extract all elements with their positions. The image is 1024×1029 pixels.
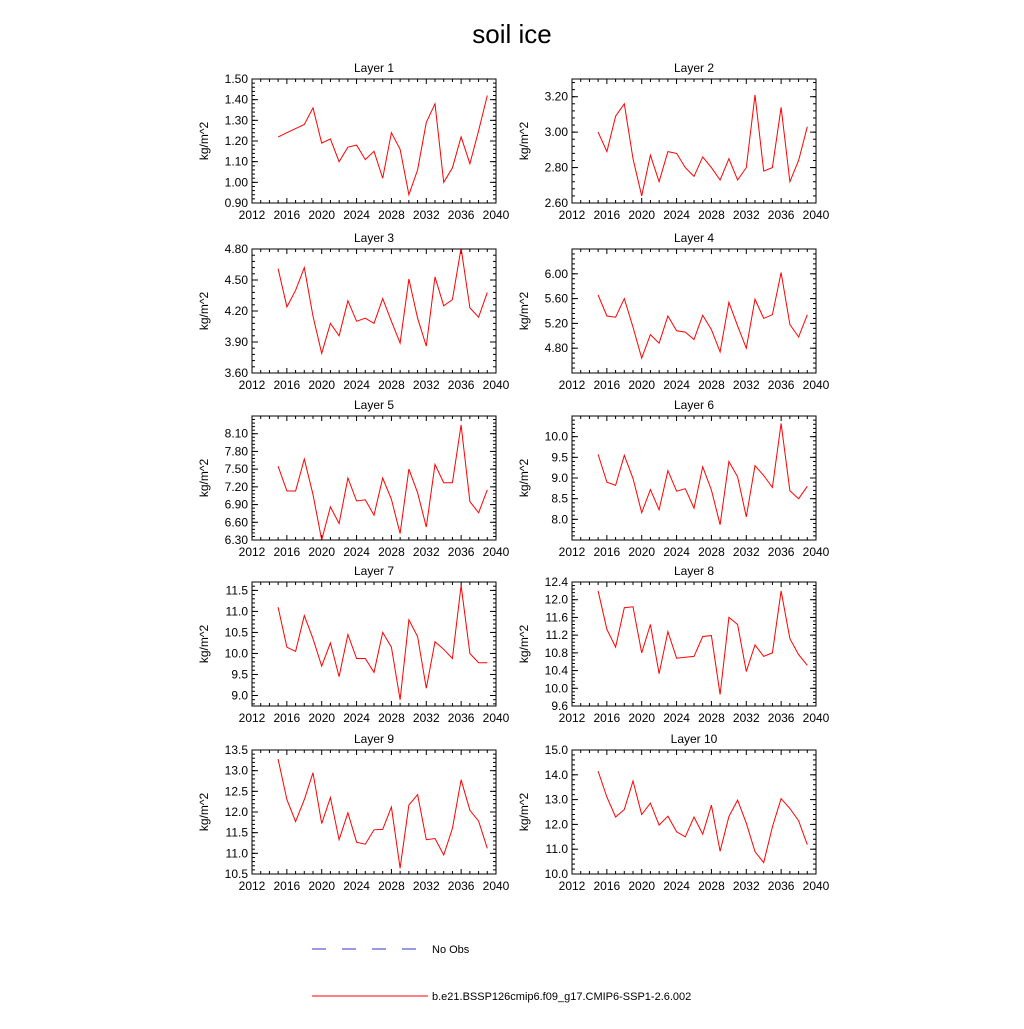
panel-1-ytick-label: 1.10: [224, 154, 248, 169]
panel-2-xtick-label: 2016: [593, 208, 621, 222]
panel-8-xtick-label: 2040: [802, 711, 830, 725]
panel-3-xtick-label: 2028: [378, 378, 405, 392]
panel-4-series-line: [598, 273, 807, 359]
panel-9-ytick-label: 12.0: [224, 805, 248, 819]
panel-2-ylabel: kg/m^2: [517, 121, 531, 161]
panel-3-series-line: [278, 248, 487, 353]
panel-2-frame: [572, 79, 816, 203]
panel-6-xtick-label: 2028: [698, 545, 725, 559]
panel-10-ytick-label: 11.0: [545, 842, 568, 857]
panel-2-ytick-label: 3.00: [544, 125, 568, 140]
panel-1-ytick-label: 1.00: [224, 175, 248, 190]
panel-1-frame: [252, 79, 496, 203]
panel-7-ytick-label: 11.0: [225, 604, 248, 619]
panel-8-xtick-label: 2012: [558, 711, 586, 725]
panel-3-ytick-label: 4.80: [224, 242, 248, 256]
panel-7-ytick-label: 10.0: [224, 646, 248, 661]
panel-1-xtick-label: 2036: [447, 208, 475, 222]
panel-4-xtick-label: 2028: [698, 378, 725, 392]
panel-9-xtick-label: 2016: [273, 879, 301, 893]
panel-6-xtick-label: 2024: [663, 545, 690, 559]
panel-3-xtick-label: 2020: [308, 378, 336, 392]
panel-9-xtick-label: 2036: [447, 879, 475, 893]
panel-6-xtick-label: 2020: [628, 545, 656, 559]
panel-5-ytick-label: 7.80: [224, 444, 248, 459]
legend-no-obs-label: No Obs: [432, 944, 470, 956]
panel-10-xtick-label: 2016: [593, 879, 621, 893]
panel-8-xtick-label: 2016: [593, 711, 621, 725]
panel-5-xtick-label: 2036: [447, 545, 475, 559]
panel-5-xtick-label: 2024: [343, 545, 370, 559]
panel-3-xtick-label: 2032: [412, 378, 440, 392]
panel-2-xtick-label: 2020: [628, 208, 656, 222]
panel-9-xtick-label: 2024: [343, 879, 370, 893]
panel-3-xtick-label: 2036: [447, 378, 475, 392]
panel-10: [517, 732, 830, 893]
panel-2-xtick-label: 2040: [802, 208, 830, 222]
panel-4-ytick-label: 5.60: [544, 291, 568, 306]
panel-5-ytick-label: 7.50: [224, 462, 248, 477]
panel-10-series-line: [598, 771, 807, 863]
panel-5: [197, 398, 510, 559]
panel-8: [517, 564, 830, 725]
panel-8-ytick-label: 10.0: [544, 681, 568, 696]
panel-4-xtick-label: 2016: [593, 378, 621, 392]
panel-5-xtick-label: 2016: [273, 545, 301, 559]
panel-6-xtick-label: 2040: [802, 545, 830, 559]
panel-5-xtick-label: 2012: [238, 545, 266, 559]
panel-9-xtick-label: 2032: [412, 879, 440, 893]
panel-8-ytick-label: 10.8: [544, 645, 568, 660]
panel-8-title: Layer 8: [673, 564, 715, 578]
panel-4-ytick-label: 4.80: [544, 341, 568, 356]
panel-2-xtick-label: 2012: [558, 208, 586, 222]
panel-4-xtick-label: 2024: [663, 378, 690, 392]
panel-10-title: Layer 10: [670, 732, 718, 746]
panel-6-title: Layer 6: [673, 398, 715, 412]
panel-5-ytick-label: 7.20: [224, 479, 248, 494]
panel-8-xtick-label: 2028: [698, 711, 725, 725]
panel-9-ylabel: kg/m^2: [197, 792, 211, 832]
panel-8-ytick-label: 11.6: [545, 610, 568, 625]
panel-1-xtick-label: 2020: [308, 208, 336, 222]
panel-8-ytick-label: 12.4: [544, 575, 568, 589]
panel-6-ytick-label: 9.0: [551, 471, 568, 485]
panel-4-xtick-label: 2036: [767, 378, 795, 392]
panel-10-frame: [572, 750, 816, 874]
panel-7-ytick-label: 11.5: [225, 583, 248, 598]
panel-9-xtick-label: 2028: [378, 879, 405, 893]
panel-7-title: Layer 7: [353, 564, 395, 578]
panel-3: [197, 231, 510, 392]
panel-7-xtick-label: 2016: [273, 711, 301, 725]
legend-series-label: b.e21.BSSP126cmip6.f09_g17.CMIP6-SSP1-2.6.002: [432, 991, 692, 1003]
panel-1-xtick-label: 2032: [412, 208, 440, 222]
panel-10-xtick-label: 2024: [663, 879, 690, 893]
panel-7-xtick-label: 2032: [412, 711, 440, 725]
panel-5-ytick-label: 6.30: [224, 533, 248, 547]
panel-1-series-line: [278, 96, 487, 195]
panel-3-xtick-label: 2012: [238, 378, 266, 392]
panel-8-series-line: [598, 591, 807, 695]
panel-4: [517, 231, 830, 392]
panel-1: [197, 61, 510, 222]
panel-9-ytick-label: 12.5: [224, 784, 248, 799]
panel-1-ytick-label: 0.90: [224, 196, 248, 210]
panel-8-ytick-label: 12.0: [544, 592, 568, 607]
legend: [312, 944, 691, 1003]
panel-3-title: Layer 3: [353, 231, 395, 245]
panel-7-xtick-label: 2028: [378, 711, 405, 725]
panel-9: [197, 732, 510, 893]
panel-9-xtick-label: 2040: [482, 879, 510, 893]
panel-1-ytick-label: 1.40: [224, 92, 248, 107]
panel-9-ytick-label: 11.5: [225, 825, 248, 840]
panel-8-ytick-label: 9.6: [551, 699, 568, 713]
panel-9-ytick-label: 10.5: [224, 867, 248, 881]
panel-3-ytick-label: 3.60: [224, 366, 248, 380]
panel-6-ylabel: kg/m^2: [517, 458, 531, 498]
panel-5-ytick-label: 6.60: [224, 515, 248, 530]
panel-4-ylabel: kg/m^2: [517, 291, 531, 331]
panel-2-xtick-label: 2028: [698, 208, 725, 222]
panel-4-xtick-label: 2032: [732, 378, 760, 392]
panel-8-xtick-label: 2032: [732, 711, 760, 725]
panel-7-xtick-label: 2020: [308, 711, 336, 725]
panel-9-ytick-label: 11.0: [225, 846, 248, 861]
panel-6-ytick-label: 8.5: [551, 491, 568, 506]
panel-3-xtick-label: 2016: [273, 378, 301, 392]
panel-2-ytick-label: 2.80: [544, 160, 568, 175]
panel-2-xtick-label: 2032: [732, 208, 760, 222]
panel-10-xtick-label: 2036: [767, 879, 795, 893]
panel-1-ytick-label: 1.30: [224, 113, 248, 128]
panel-9-frame: [252, 750, 496, 874]
panel-10-ytick-label: 10.0: [544, 867, 568, 881]
panel-7-ytick-label: 9.0: [231, 688, 248, 703]
panel-7-xtick-label: 2040: [482, 711, 510, 725]
panel-2-ytick-label: 2.60: [544, 196, 568, 210]
panel-3-ytick-label: 4.50: [224, 273, 248, 287]
panel-1-xtick-label: 2024: [343, 208, 370, 222]
panel-3-frame: [252, 249, 496, 373]
panel-6: [517, 398, 830, 559]
panel-5-ytick-label: 8.10: [224, 426, 248, 441]
panel-5-xtick-label: 2040: [482, 545, 510, 559]
panel-2-xtick-label: 2024: [663, 208, 690, 222]
panel-3-ytick-label: 4.20: [224, 304, 248, 318]
panel-8-xtick-label: 2020: [628, 711, 656, 725]
figure-title: soil ice: [472, 19, 552, 49]
panel-6-series-line: [598, 423, 807, 524]
panel-1-xtick-label: 2040: [482, 208, 510, 222]
panel-7-xtick-label: 2012: [238, 711, 266, 725]
panel-7: [197, 564, 510, 725]
panel-7-ylabel: kg/m^2: [197, 624, 211, 664]
panel-5-title: Layer 5: [353, 398, 395, 412]
panel-6-ytick-label: 10.0: [544, 429, 568, 444]
panel-7-xtick-label: 2024: [343, 711, 370, 725]
panel-8-ylabel: kg/m^2: [517, 624, 531, 664]
panel-8-xtick-label: 2036: [767, 711, 795, 725]
panel-9-xtick-label: 2012: [238, 879, 266, 893]
panel-4-ytick-label: 5.20: [544, 316, 568, 331]
panel-4-ytick-label: 6.00: [544, 266, 568, 281]
panel-8-xtick-label: 2024: [663, 711, 690, 725]
panel-8-ytick-label: 11.2: [545, 628, 568, 643]
panel-4-frame: [572, 249, 816, 373]
panel-10-ytick-label: 15.0: [544, 743, 568, 757]
panel-5-xtick-label: 2032: [412, 545, 440, 559]
panel-2-xtick-label: 2036: [767, 208, 795, 222]
panel-7-ytick-label: 9.5: [231, 667, 248, 682]
panel-1-title: Layer 1: [353, 61, 395, 75]
panel-10-ytick-label: 14.0: [544, 767, 568, 782]
panel-6-ytick-label: 8.0: [551, 512, 568, 527]
panel-9-series-line: [278, 759, 487, 868]
panel-10-ylabel: kg/m^2: [517, 792, 531, 832]
panel-5-xtick-label: 2020: [308, 545, 336, 559]
panel-5-series-line: [278, 425, 487, 540]
panel-3-xtick-label: 2024: [343, 378, 370, 392]
panel-2-series-line: [598, 95, 807, 196]
panel-8-ytick-label: 10.4: [544, 663, 568, 678]
panel-1-xtick-label: 2016: [273, 208, 301, 222]
panel-9-xtick-label: 2020: [308, 879, 336, 893]
panel-10-xtick-label: 2020: [628, 879, 656, 893]
panel-3-xtick-label: 2040: [482, 378, 510, 392]
panel-10-ytick-label: 12.0: [544, 817, 568, 832]
panel-2-ytick-label: 3.20: [544, 89, 568, 104]
panel-10-xtick-label: 2040: [802, 879, 830, 893]
panel-1-ytick-label: 1.50: [224, 72, 248, 86]
panel-4-title: Layer 4: [673, 231, 715, 245]
panel-10-xtick-label: 2032: [732, 879, 760, 893]
panel-6-xtick-label: 2032: [732, 545, 760, 559]
panel-4-xtick-label: 2040: [802, 378, 830, 392]
panel-7-ytick-label: 10.5: [224, 625, 248, 640]
panel-9-title: Layer 9: [353, 732, 395, 746]
panel-10-ytick-label: 13.0: [544, 792, 568, 807]
panel-7-xtick-label: 2036: [447, 711, 475, 725]
panel-6-xtick-label: 2036: [767, 545, 795, 559]
panel-2: [517, 61, 830, 222]
panel-10-xtick-label: 2028: [698, 879, 725, 893]
panel-7-series-line: [278, 585, 487, 699]
panel-6-ytick-label: 9.5: [551, 450, 568, 465]
panel-1-xtick-label: 2012: [238, 208, 266, 222]
panel-4-xtick-label: 2020: [628, 378, 656, 392]
panel-10-xtick-label: 2012: [558, 879, 586, 893]
panel-4-xtick-label: 2012: [558, 378, 586, 392]
panel-3-ytick-label: 3.90: [224, 335, 248, 349]
panel-3-ylabel: kg/m^2: [197, 291, 211, 331]
panel-5-ytick-label: 6.90: [224, 497, 248, 512]
panel-6-xtick-label: 2016: [593, 545, 621, 559]
panel-1-ytick-label: 1.20: [224, 134, 248, 148]
panel-5-xtick-label: 2028: [378, 545, 405, 559]
panel-1-ylabel: kg/m^2: [197, 121, 211, 161]
panel-9-ytick-label: 13.5: [224, 743, 248, 757]
panel-9-ytick-label: 13.0: [224, 763, 248, 778]
panel-6-xtick-label: 2012: [558, 545, 586, 559]
panel-1-xtick-label: 2028: [378, 208, 405, 222]
panel-2-title: Layer 2: [673, 61, 715, 75]
panel-5-ylabel: kg/m^2: [197, 458, 211, 498]
